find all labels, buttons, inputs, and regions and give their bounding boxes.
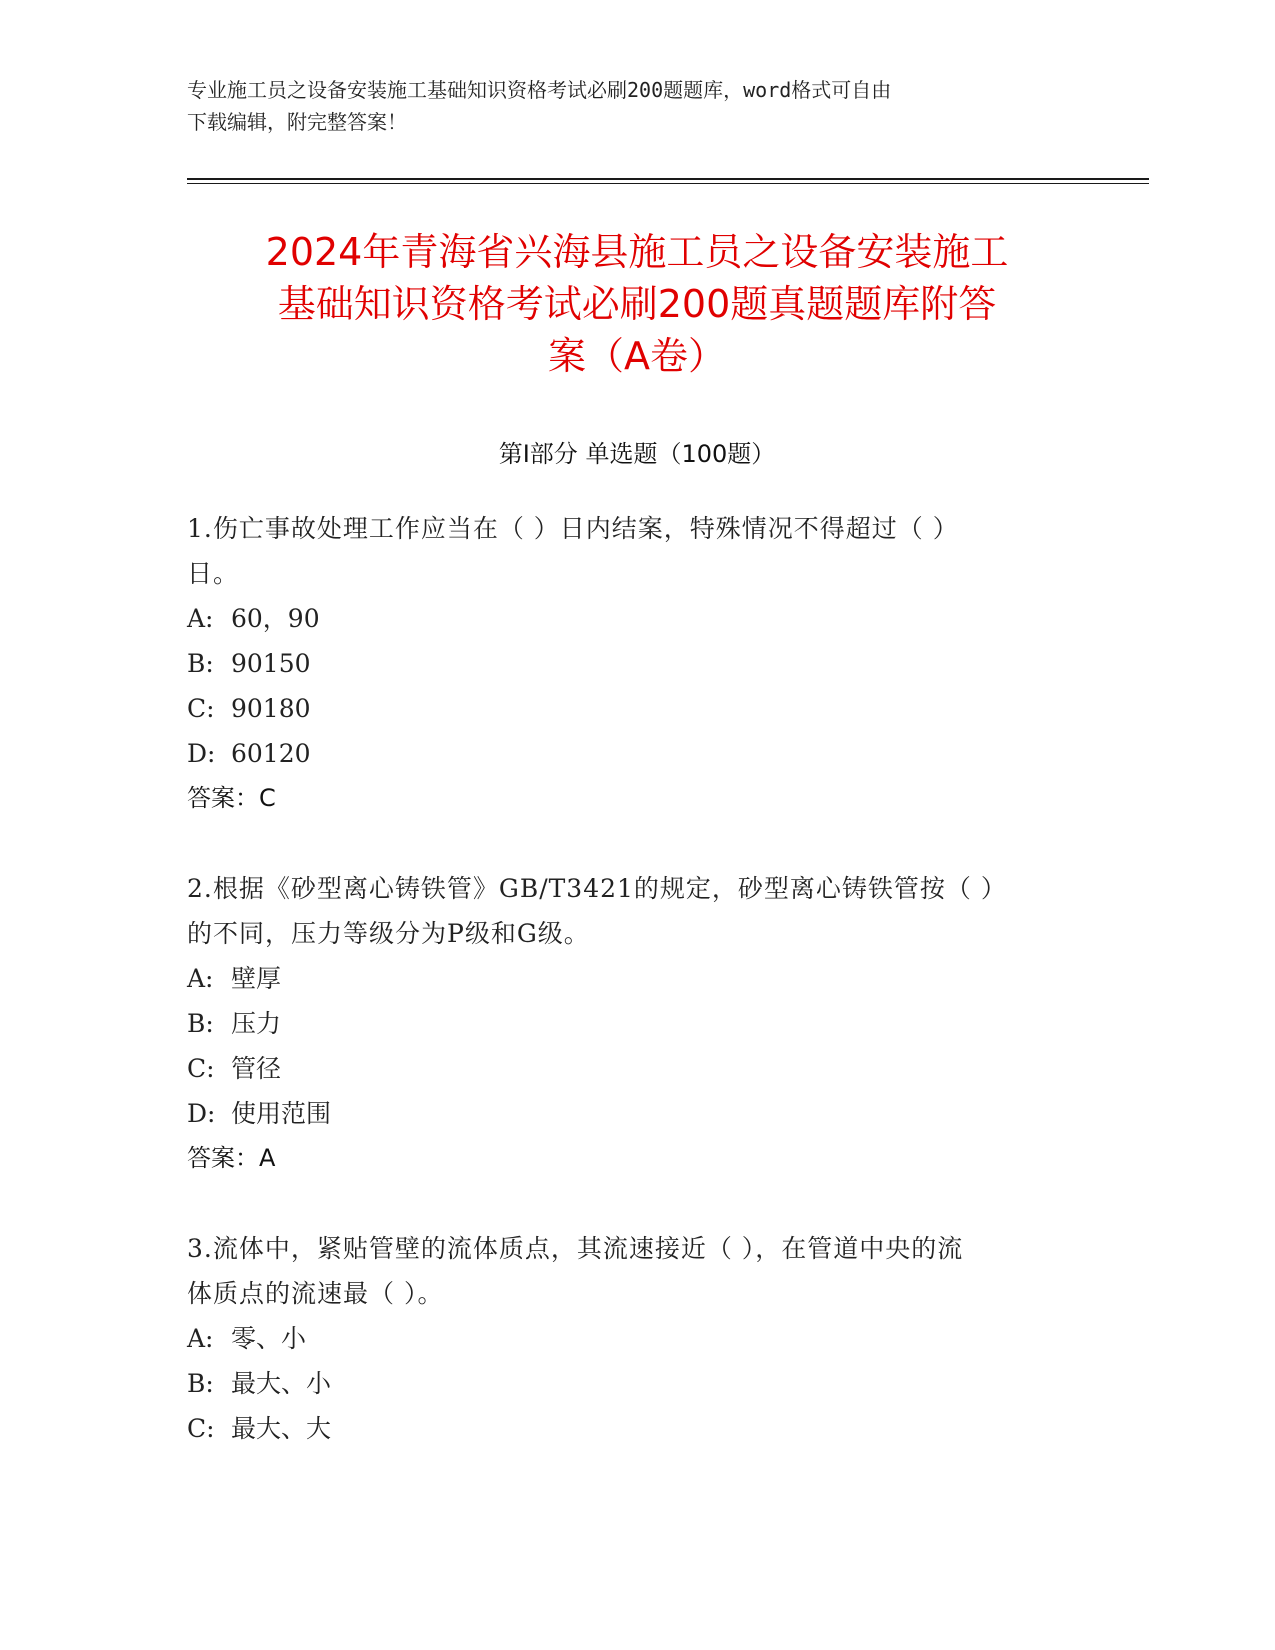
question-2-option-a xyxy=(187,956,1087,1001)
document-title-line3: 案（A卷） xyxy=(548,334,726,378)
question-stem-line: 日。 xyxy=(187,559,240,588)
option-text: 使用范围 xyxy=(231,1099,332,1128)
option-letter: C: xyxy=(187,1414,215,1443)
question-3-option-a xyxy=(187,1316,1087,1361)
option-text: 压力 xyxy=(231,1009,282,1038)
option-letter: C: xyxy=(187,1054,215,1083)
option-text: 90180 xyxy=(231,694,311,723)
option-text: 管径 xyxy=(231,1054,282,1083)
question-3-option-b xyxy=(187,1361,1087,1406)
option-text: 90150 xyxy=(231,649,311,678)
option-text: 壁厚 xyxy=(231,964,282,993)
question-1-option-b xyxy=(187,641,1087,686)
header-divider-thin xyxy=(187,183,1149,184)
question-stem-line: 3.流体中，紧贴管壁的流体质点，其流速接近（ ），在管道中央的流 xyxy=(187,1234,964,1263)
question-stem-line: 的不同，压力等级分为P级和G级。 xyxy=(187,919,590,948)
header-note-line1: 专业施工员之设备安装施工基础知识资格考试必刷200题题库，word格式可自由 xyxy=(187,78,892,102)
question-3-stem xyxy=(187,1226,1087,1316)
question-2-answer: 答案：A xyxy=(187,1144,276,1172)
question-1-option-c xyxy=(187,686,1087,731)
question-stem-line: 1.伤亡事故处理工作应当在（ ）日内结案，特殊情况不得超过（ ） xyxy=(187,514,959,543)
option-letter: D: xyxy=(187,739,216,768)
option-text: 最大、大 xyxy=(231,1414,332,1443)
question-1-answer: 答案：C xyxy=(187,784,276,812)
section-title: 第Ⅰ部分 单选题（100题） xyxy=(498,440,776,468)
header-divider-thick xyxy=(187,178,1149,180)
question-stem-line: 2.根据《砂型离心铸铁管》GB/T3421的规定，砂型离心铸铁管按（ ） xyxy=(187,874,1007,903)
option-text: 60，90 xyxy=(231,604,320,633)
question-1 xyxy=(187,506,1087,821)
header-note xyxy=(187,74,1087,138)
option-letter: B: xyxy=(187,649,214,678)
option-letter: C: xyxy=(187,694,215,723)
option-text: 最大、小 xyxy=(231,1369,332,1398)
question-stem-line: 体质点的流速最（ ）。 xyxy=(187,1279,444,1308)
question-2-option-b xyxy=(187,1001,1087,1046)
option-text: 零、小 xyxy=(231,1324,307,1353)
question-3-option-c xyxy=(187,1406,1087,1451)
option-text: 60120 xyxy=(231,739,311,768)
option-letter: A: xyxy=(187,1324,214,1353)
option-letter: A: xyxy=(187,604,214,633)
question-2 xyxy=(187,866,1087,1181)
document-title-line1: 2024年青海省兴海县施工员之设备安装施工 xyxy=(265,230,1009,274)
document-title xyxy=(187,226,1087,382)
option-letter: B: xyxy=(187,1369,214,1398)
question-3 xyxy=(187,1226,1087,1451)
document-title-line2: 基础知识资格考试必刷200题真题题库附答 xyxy=(277,282,997,326)
option-letter: B: xyxy=(187,1009,214,1038)
option-letter: D: xyxy=(187,1099,216,1128)
header-note-line2: 下载编辑，附完整答案！ xyxy=(187,110,407,134)
question-2-option-c xyxy=(187,1046,1087,1091)
option-letter: A: xyxy=(187,964,214,993)
question-2-stem xyxy=(187,866,1087,956)
question-1-option-a xyxy=(187,596,1087,641)
question-1-option-d xyxy=(187,731,1087,776)
question-2-option-d xyxy=(187,1091,1087,1136)
question-1-stem xyxy=(187,506,1087,596)
